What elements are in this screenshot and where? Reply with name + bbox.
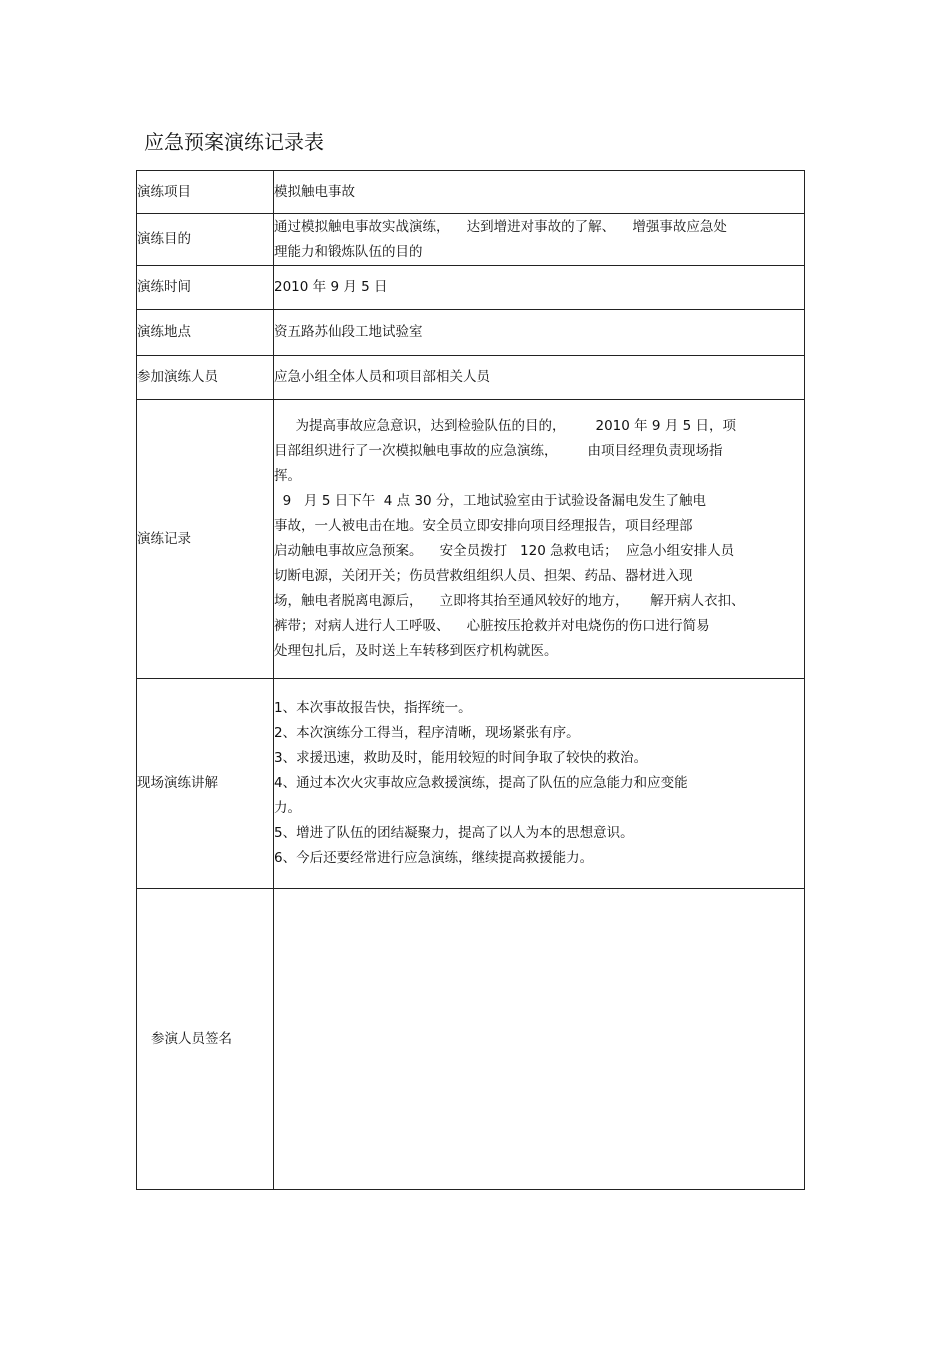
record-line: 9 月 5 日下午 4 点 30 分，工地试验室由于试验设备漏电发生了触电	[274, 493, 706, 509]
record-line: 裤带；对病人进行人工呼吸、 心脏按压抢救并对电烧伤的伤口进行简易	[274, 618, 710, 634]
label-project: 演练项目	[137, 171, 274, 214]
value-time: 2010 年 9 月 5 日	[274, 266, 805, 310]
label-signature: 参演人员签名	[137, 889, 274, 1190]
record-line: 启动触电事故应急预案。 安全员拨打 120 急救电话； 应急小组安排人员	[274, 543, 735, 559]
table-row-record	[137, 400, 805, 679]
commentary-line: 3、求援迅速，救助及时，能用较短的时间争取了较快的救治。	[274, 750, 648, 766]
commentary-line: 力。	[274, 800, 301, 816]
label-purpose: 演练目的	[137, 214, 274, 266]
table-row-purpose	[137, 214, 805, 266]
record-line: 目部组织进行了一次模拟触电事故的应急演练， 由项目经理负责现场指	[274, 443, 723, 459]
commentary-line: 4、通过本次火灾事故应急救援演练，提高了队伍的应急能力和应变能	[274, 775, 688, 791]
table-row-commentary	[137, 679, 805, 889]
signature-area[interactable]	[274, 889, 805, 1190]
label-commentary: 现场演练讲解	[137, 679, 274, 889]
value-participants: 应急小组全体人员和项目部相关人员	[274, 356, 805, 400]
record-line: 事故，一人被电击在地。安全员立即安排向项目经理报告，项目经理部	[274, 518, 693, 534]
record-line: 挥。	[274, 468, 301, 484]
record-line: 场，触电者脱离电源后， 立即将其抬至通风较好的地方， 解开病人衣扣、	[274, 593, 745, 609]
value-commentary	[274, 679, 805, 889]
drill-record-table	[136, 170, 805, 1190]
commentary-line: 2、本次演练分工得当，程序清晰，现场紧张有序。	[274, 725, 580, 741]
table-row-signature	[137, 889, 805, 1190]
value-project: 模拟触电事故	[274, 171, 805, 214]
record-line: 为提高事故应急意识，达到检验队伍的目的， 2010 年 9 月 5 日，项	[274, 418, 736, 434]
value-record	[274, 400, 805, 679]
commentary-line: 5、增进了队伍的团结凝聚力，提高了以人为本的思想意识。	[274, 825, 634, 841]
purpose-line: 通过模拟触电事故实战演练， 达到增进对事故的了解、 增强事故应急处	[274, 218, 727, 235]
label-participants: 参加演练人员	[137, 356, 274, 400]
table-row-project	[137, 171, 805, 214]
label-record: 演练记录	[137, 400, 274, 679]
table-row-participants	[137, 356, 805, 400]
page-title: 应急预案演练记录表	[144, 130, 324, 154]
value-location: 资五路苏仙段工地试验室	[274, 310, 805, 356]
commentary-line: 6、今后还要经常进行应急演练，继续提高救援能力。	[274, 850, 594, 866]
record-line: 切断电源，关闭开关；伤员营救组组织人员、担架、药品、器材进入现	[274, 568, 693, 584]
record-line: 处理包扎后，及时送上车转移到医疗机构就医。	[274, 643, 558, 659]
value-purpose	[274, 214, 805, 266]
table-row-time	[137, 266, 805, 310]
label-location: 演练地点	[137, 310, 274, 356]
commentary-line: 1、本次事故报告快，指挥统一。	[274, 700, 472, 716]
purpose-line: 理能力和锻炼队伍的目的	[274, 243, 423, 260]
table-row-location	[137, 310, 805, 356]
label-time: 演练时间	[137, 266, 274, 310]
